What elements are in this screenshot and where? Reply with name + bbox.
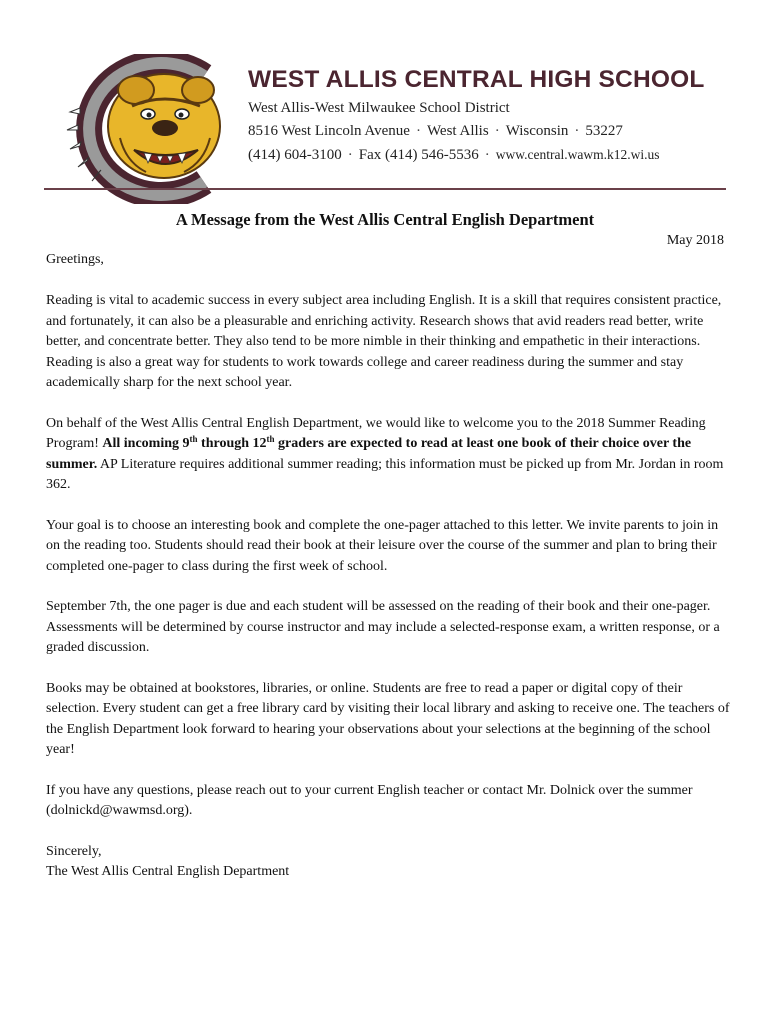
city: West Allis	[426, 123, 489, 139]
letter-date: May 2018	[666, 233, 724, 248]
requirement-part: graders are expected to read at least one book of their choice over the summer.	[46, 436, 692, 472]
paragraph-program	[46, 414, 730, 496]
ap-literature-note: AP Literature requires additional summer reading; this information must be picked up from Mr. Jordan in room 362.	[46, 456, 724, 492]
header-divider	[44, 188, 726, 190]
phone-number: (414) 604-3100	[248, 147, 342, 163]
paragraph-importance: Reading is vital to academic success in every subject area including English. It is a skill that requires consistent practice, and fortunately, it can also be a pleasurable and enriching activity. Research shows that avid readers read better, write better, and concentrate better. They also tend to be more nimble in their thinking and empathetic in their interactions. Reading is also a great way for students to work towards college and career readiness during the summer and stay academically sharp for the next school year.	[46, 293, 722, 390]
separator: ·	[484, 147, 490, 163]
letterhead	[40, 40, 730, 190]
paragraph-questions: If you have any questions, please reach out to your current English teacher or contact Mr. Dolnick over the summer (dolnickd@wawmsd.org).	[46, 782, 693, 818]
paragraph-goal: Your goal is to choose an interesting book and complete the one-pager attached to this letter. We invite parents to join in on the reading too. Students should read their book at their leisure over the course of the summer and plan to bring their completed one-pager to class during the first week of school.	[46, 517, 719, 574]
separator: ·	[347, 147, 353, 163]
street-address: 8516 West Lincoln Avenue	[248, 123, 410, 139]
school-website: www.central.wawm.k12.wi.us	[495, 147, 660, 162]
signature: The West Allis Central English Department	[46, 864, 290, 879]
fax-number: Fax (414) 546-5536	[358, 147, 479, 163]
state: Wisconsin	[505, 123, 569, 139]
closing: Sincerely,	[46, 843, 102, 859]
requirement-part: through 12	[197, 436, 267, 451]
district-name: West Allis-West Milwaukee School District	[248, 100, 510, 116]
program-welcome: On behalf of the West Allis Central English Department, we would like to welcome you to the 2018 Summer Reading Program!	[46, 415, 706, 451]
greeting: Greetings,	[46, 252, 104, 267]
separator: ·	[494, 123, 500, 139]
letter-body	[46, 291, 730, 883]
separator: ·	[574, 123, 580, 139]
paragraph-books: Books may be obtained at bookstores, libraries, or online. Students are free to read a paper or digital copy of their selection. Every student can get a free library card by visiting their local library and asking to receive one. The teachers of the English Department look forward to hearing your observations about your selections at the beginning of the school year!	[46, 680, 730, 757]
bulldog-logo-icon	[54, 54, 246, 204]
school-name: WEST ALLIS CENTRAL HIGH SCHOOL	[248, 66, 705, 93]
contact-line	[248, 147, 659, 164]
address-line	[248, 123, 623, 140]
paragraph-assessment: September 7th, the one pager is due and each student will be assessed on the reading of their book and their one-pager. Assessments will be determined by course instructor and may include a selected-response exam, a written response, or a graded discussion.	[46, 599, 720, 655]
requirement-part: All incoming 9	[102, 436, 190, 451]
ordinal-suffix: th	[189, 434, 198, 444]
letter-title: A Message from the West Allis Central English Department	[175, 210, 595, 229]
separator: ·	[415, 123, 421, 139]
zip-code: 53227	[585, 123, 623, 139]
ordinal-suffix: th	[266, 434, 275, 444]
